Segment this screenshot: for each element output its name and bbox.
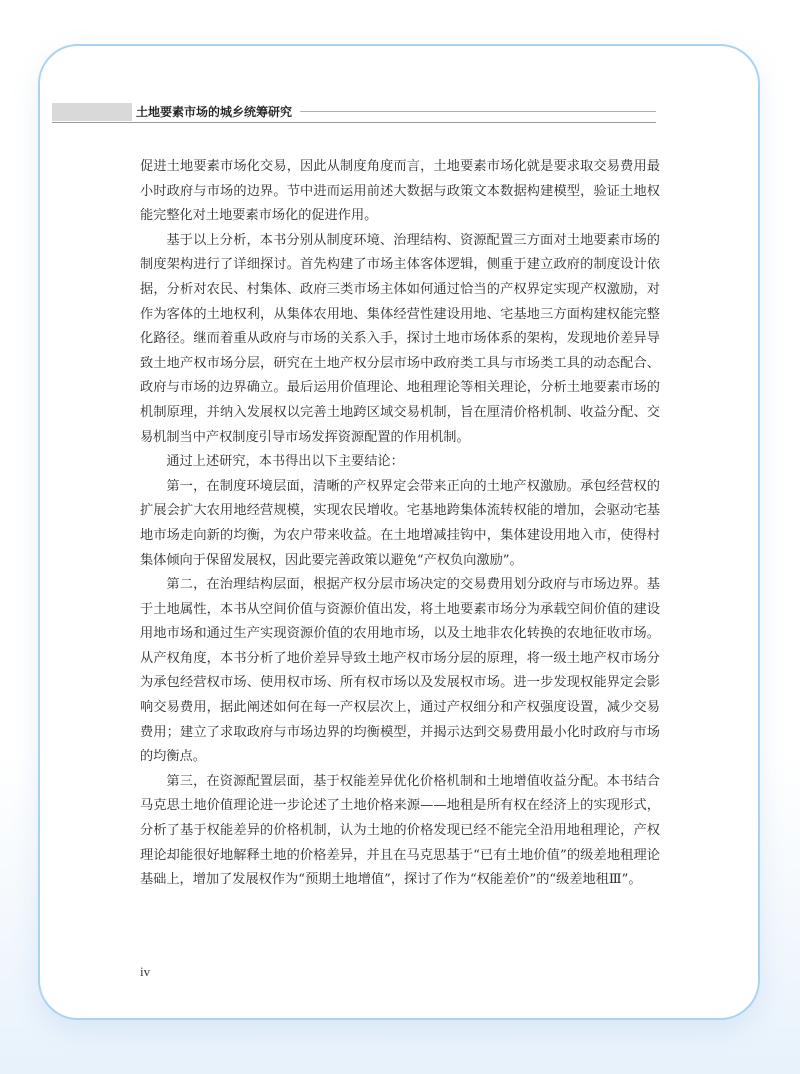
page-number: iv <box>140 964 151 979</box>
paragraph: 第三，在资源配置层面，基于权能差异优化价格机制和土地增值收益分配。本书结合马克思土地价值理论进一步论述了土地价格来源——地租是所有权在经济上的实现形式，分析了基于权能差异的价格机制，认为土地的价格发现已经不能完全沿用地租理论，产权理论却能很好地解释土地的价格差异，并且在马克思基于“已有土地价值”的级差地租理论基础上，增加了发展权作为“预期土地增值”，探讨了作为“权能差价”的“级差地租Ⅲ”。 <box>140 773 660 888</box>
paragraph: 通过上述研究，本书得出以下主要结论： <box>166 454 404 470</box>
header-rule <box>52 122 656 123</box>
paragraph: 基于以上分析，本书分别从制度环境、治理结构、资源配置三方面对土地要素市场的制度架构进行了详细探讨。首先构建了市场主体客体逻辑，侧重于建立政府的制度设计依据，分析对农民、村集体、政府三类市场主体如何通过恰当的产权界定实现产权激励，对作为客体的土地权利，从集体农用地、集体经营性建设用地、宅基地三方面构建权能完整化路径。继而着重从政府与市场的关系入手，探讨土地市场体系的架构，发现地价差异导致土地产权市场分层，研究在土地产权分层市场中政府类工具与市场类工具的动态配合、政府与市场的边界确立。最后运用价值理论、地租理论等相关理论，分析土地要素市场的机制原理，并纳入发展权以完善土地跨区域交易机制，旨在厘清价格机制、收益分配、交易机制当中产权制度引导市场发挥资源配置的作用机制。 <box>140 232 660 445</box>
body-text <box>140 155 660 893</box>
paragraph: 第二，在治理结构层面，根据产权分层市场决定的交易费用划分政府与市场边界。基于土地属性，本书从空间价值与资源价值出发，将土地要素市场分为承载空间价值的建设用地市场和通过生产实现资源价值的农用地市场，以及土地非农化转换的农地征收市场。从产权角度，本书分析了地价差异导致土地产权市场分层的原理，将一级土地产权市场分为承包经营权市场、使用权市场、所有权市场以及发展权市场。进一步发现权能界定会影响交易费用，据此阐述如何在每一产权层次上，通过产权细分和产权强度设置，减少交易费用；建立了求取政府与市场边界的均衡模型，并揭示达到交易费用最小化时政府与市场的均衡点。 <box>140 577 660 765</box>
header-rule-top <box>300 111 656 112</box>
paragraph: 促进土地要素市场化交易，因此从制度角度而言，土地要素市场化就是要求取交易费用最小时政府与市场的边界。节中进而运用前述大数据与政策文本数据构建模型，验证土地权能完整化对土地要素市场化的促进作用。 <box>140 159 660 224</box>
running-header-bar <box>52 103 132 121</box>
running-header-title: 土地要素市场的城乡统筹研究 <box>136 105 293 119</box>
paragraph: 第一，在制度环境层面，清晰的产权界定会带来正向的土地产权激励。承包经营权的扩展会扩大农用地经营规模，实现农民增收。宅基地跨集体流转权能的增加，会驱动宅基地市场走向新的均衡，为农户带来收益。在土地增减挂钩中，集体建设用地入市，使得村集体倾向于保留发展权，因此要完善政策以避免“产权负向激励”。 <box>140 478 660 568</box>
